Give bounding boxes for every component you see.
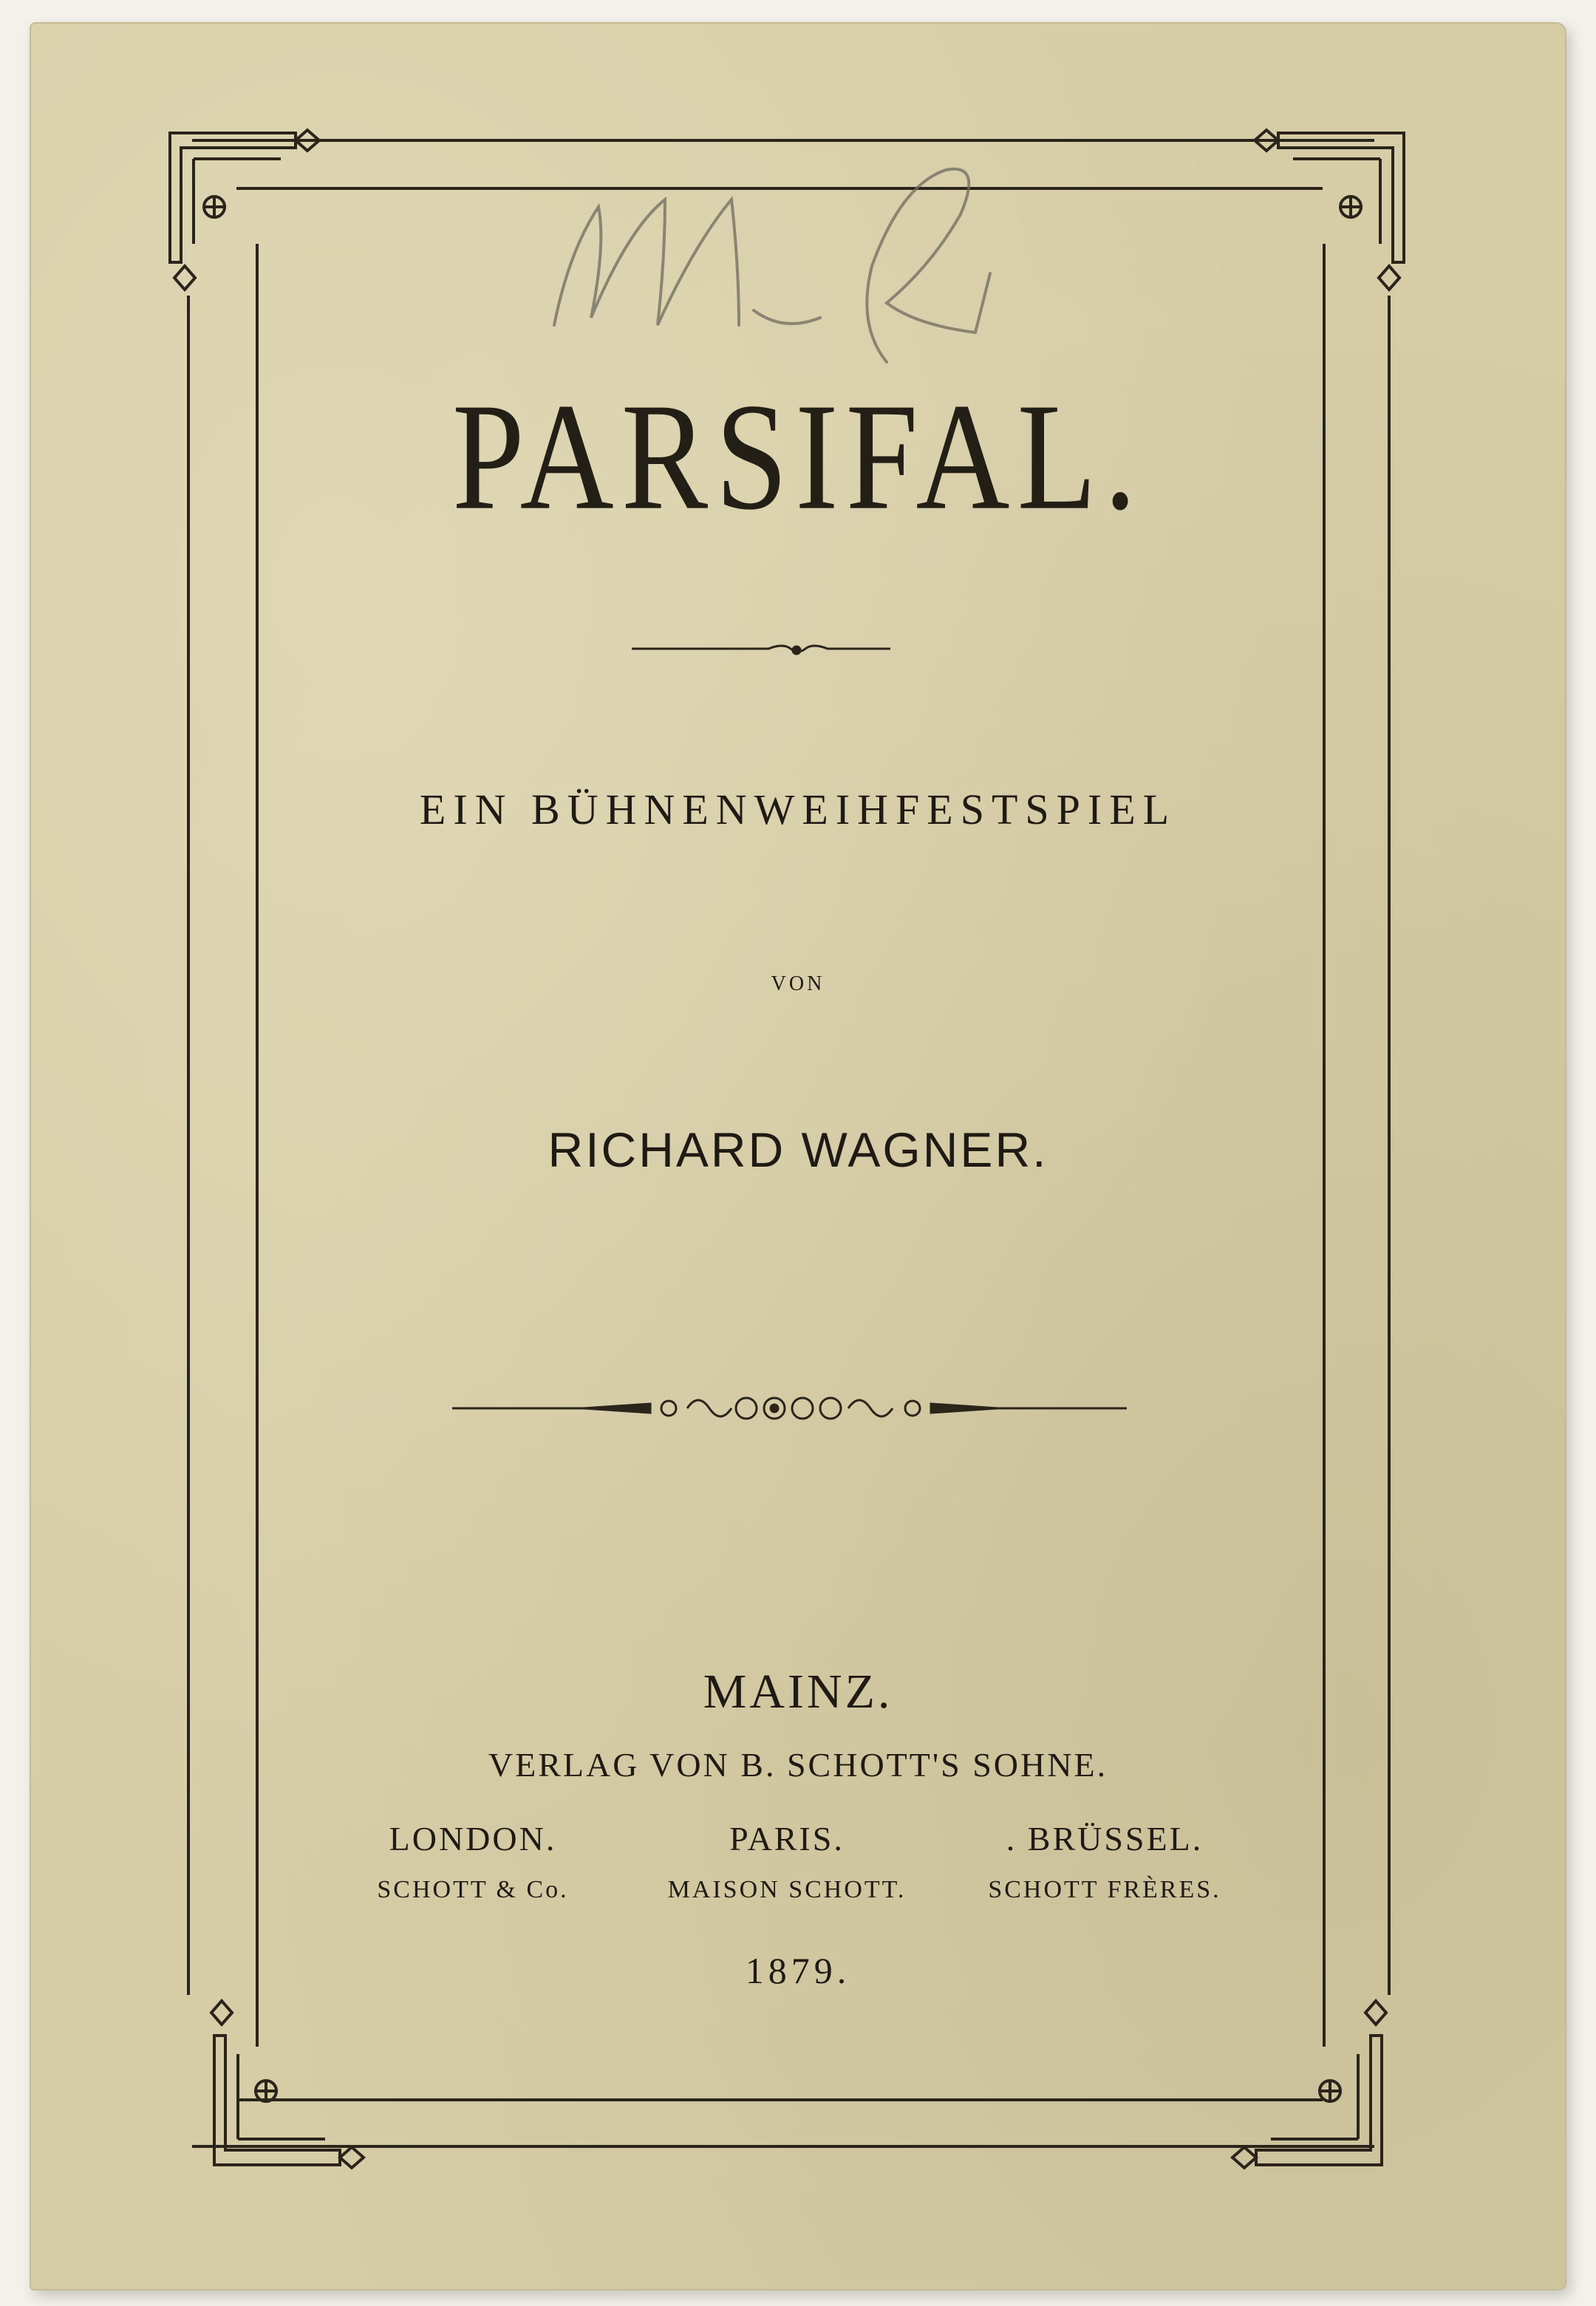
- author-name: RICHARD WAGNER.: [548, 1122, 1048, 1177]
- small-divider-icon: [632, 646, 890, 654]
- branch-house: SCHOTT & Co.: [377, 1876, 569, 1903]
- book-title: PARSIFAL.: [451, 372, 1145, 542]
- branch-place: LONDON.: [389, 1820, 557, 1858]
- imprint-publisher: VERLAG VON B. SCHOTT'S SOHNE.: [488, 1746, 1108, 1784]
- scroll-divider-icon: [452, 1398, 1127, 1419]
- branch-brussels: [898, 1819, 1312, 1904]
- by-line: VON: [771, 972, 825, 995]
- publication-year: 1879.: [745, 1950, 851, 1991]
- branch-place: PARIS.: [729, 1820, 845, 1858]
- branch-house: MAISON SCHOTT.: [667, 1876, 907, 1903]
- book-subtitle: EIN BÜHNENWEIHFESTSPIEL: [419, 785, 1177, 833]
- branch-house: SCHOTT FRÈRES.: [988, 1876, 1221, 1903]
- imprint-city: MAINZ.: [703, 1665, 893, 1719]
- branch-place: . BRÜSSEL.: [1006, 1820, 1204, 1858]
